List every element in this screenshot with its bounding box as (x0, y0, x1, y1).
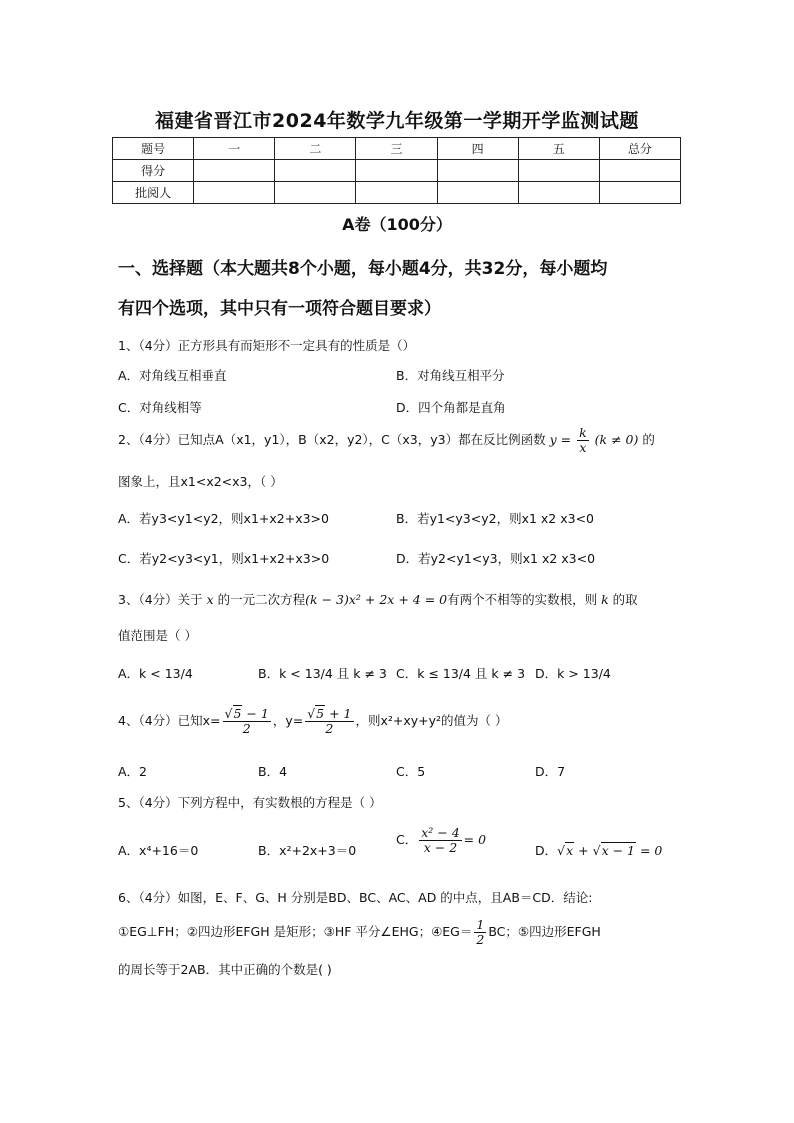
q6-line1: 6、（4分）如图，E、F、G、H 分别是BD、BC、AC、AD 的中点，且AB＝CD．结论: (118, 890, 593, 905)
q6-line2-b: BC；⑤四边形EFGH (488, 924, 601, 939)
q2-stem-line2: 图象上，且x1<x2<x3，（ ） (118, 474, 283, 489)
score-table-cell: 五 (518, 138, 599, 160)
q4-stem-b: ，y= (272, 713, 304, 728)
q5-option-c-rhs: = 0 (463, 832, 487, 847)
score-table-cell: 批阅人 (113, 182, 194, 204)
q1-stem: 1、（4分）正方形具有而矩形不一定具有的性质是（） (118, 338, 416, 353)
q5-option-c[interactable] (396, 826, 486, 855)
q6-half-fraction: $\frac{1}{2}$ (476, 917, 485, 947)
q5-option-c-label: C． (396, 832, 418, 847)
q1-option-a[interactable]: A．对角线互相垂直 (118, 368, 227, 383)
part1-heading-line2: 有四个选项，其中只有一项符合题目要求） (118, 299, 441, 319)
score-table-cell[interactable] (194, 160, 275, 182)
score-table-cell[interactable] (599, 160, 680, 182)
q2-option-a[interactable]: A．若y3<y1<y2，则x1+x2+x3>0 (118, 511, 329, 526)
q2-condition: (k ≠ 0) (594, 432, 639, 447)
exam-title: 福建省晋江市2024年数学九年级第一学期开学监测试题 (155, 110, 639, 132)
score-table-cell: 二 (275, 138, 356, 160)
q6-line2 (118, 918, 601, 947)
score-table-cell[interactable] (275, 160, 356, 182)
q4-stem-a: 4、（4分）已知x= (118, 713, 221, 728)
score-table-cell[interactable] (518, 182, 599, 204)
score-table-cell: 三 (356, 138, 437, 160)
score-table-cell[interactable] (437, 182, 518, 204)
part1-heading-line1: 一、选择题（本大题共8个小题，每小题4分，共32分，每小题均 (118, 259, 608, 279)
q4-option-d[interactable]: D．7 (535, 764, 566, 779)
q1-option-c[interactable]: C．对角线相等 (118, 400, 202, 415)
q4-x-fraction: $\frac{√5 - 1}{2}$ (224, 706, 269, 736)
section-a-heading: A卷（100分） (342, 215, 452, 234)
q4-option-a[interactable]: A．2 (118, 764, 148, 779)
q2-option-b[interactable]: B．若y1<y3<y2，则x1 x2 x3<0 (396, 511, 594, 526)
q5-option-b[interactable]: B．x²+2x+3＝0 (258, 843, 357, 858)
q1-option-d[interactable]: D．四个角都是直角 (396, 400, 506, 415)
score-table-cell: 四 (437, 138, 518, 160)
q5-option-d[interactable] (535, 841, 662, 859)
q6-line3: 的周长等于2AB．其中正确的个数是( ) (118, 962, 332, 977)
q5-option-a[interactable]: A．x⁴+16＝0 (118, 843, 199, 858)
q6-line2-a: ①EG⊥FH；②四边形EFGH 是矩形；③HF 平分∠EHG；④EG＝ (118, 924, 473, 939)
q4-stem-c: ，则x²+xy+y²的值为（ ） (355, 713, 508, 728)
q2-stem-text: 2、（4分）已知点A（x1，y1），B（x2，y2），C（x3，y3）都在反比例函数 (118, 432, 546, 447)
score-table-cell[interactable] (518, 160, 599, 182)
q1-option-b[interactable]: B．对角线互相平分 (396, 368, 505, 383)
q2-option-d[interactable]: D．若y2<y1<y3，则x1 x2 x3<0 (396, 551, 596, 566)
score-table-cell[interactable] (437, 160, 518, 182)
q3-stem-c: 有两个不相等的实数根，则 (447, 592, 598, 607)
score-table-cell[interactable] (599, 182, 680, 204)
score-table-row (113, 182, 681, 204)
q3-equation: (k − 3)x² + 2x + 4 = 0 (305, 592, 448, 607)
q3-var-x: x (202, 592, 218, 607)
score-table-header-row (113, 138, 681, 160)
q2-stem-end: 的 (642, 432, 655, 447)
q3-stem-b: 的一元二次方程 (217, 592, 306, 607)
score-table-cell[interactable] (275, 182, 356, 204)
score-table (112, 137, 681, 204)
q4-option-c[interactable]: C．5 (396, 764, 426, 779)
score-table-cell[interactable] (356, 160, 437, 182)
q4-y-fraction: $\frac{√5 + 1}{2}$ (307, 706, 352, 736)
q2-fraction: $\frac{k}{x}$ (579, 425, 587, 455)
score-table-cell[interactable] (194, 182, 275, 204)
score-table-cell[interactable] (356, 182, 437, 204)
q4-stem (118, 707, 508, 736)
score-table-cell: 题号 (113, 138, 194, 160)
score-table-row (113, 160, 681, 182)
q3-option-c[interactable]: C．k ≤ 13/4 且 k ≠ 3 (396, 666, 526, 681)
q3-stem-line2: 值范围是（ ） (118, 628, 197, 643)
q5-option-d-label: D． (535, 843, 558, 858)
q2-option-c[interactable]: C．若y2<y3<y1，则x1+x2+x3>0 (118, 551, 330, 566)
score-table-cell: 总分 (599, 138, 680, 160)
q3-option-a[interactable]: A．k < 13/4 (118, 666, 193, 681)
q3-stem-a: 3、（4分）关于 (118, 592, 203, 607)
q3-stem-d: 的取 (612, 592, 638, 607)
q3-var-k: k (597, 592, 613, 607)
q3-stem (118, 590, 638, 608)
q3-option-d[interactable]: D．k > 13/4 (535, 666, 611, 681)
q5-option-d-formula: √x + √x − 1 = 0 (557, 843, 663, 858)
q2-function-formula: y = (549, 432, 572, 447)
q3-option-b[interactable]: B．k < 13/4 且 k ≠ 3 (258, 666, 387, 681)
q4-option-b[interactable]: B．4 (258, 764, 288, 779)
score-table-cell: 得分 (113, 160, 194, 182)
score-table-cell: 一 (194, 138, 275, 160)
q5-option-c-fraction: $\frac{\text{x² − 4}}{x - 2}$ (421, 825, 460, 855)
q5-stem: 5、（4分）下列方程中，有实数根的方程是（ ） (118, 795, 382, 810)
q2-stem (118, 426, 655, 455)
